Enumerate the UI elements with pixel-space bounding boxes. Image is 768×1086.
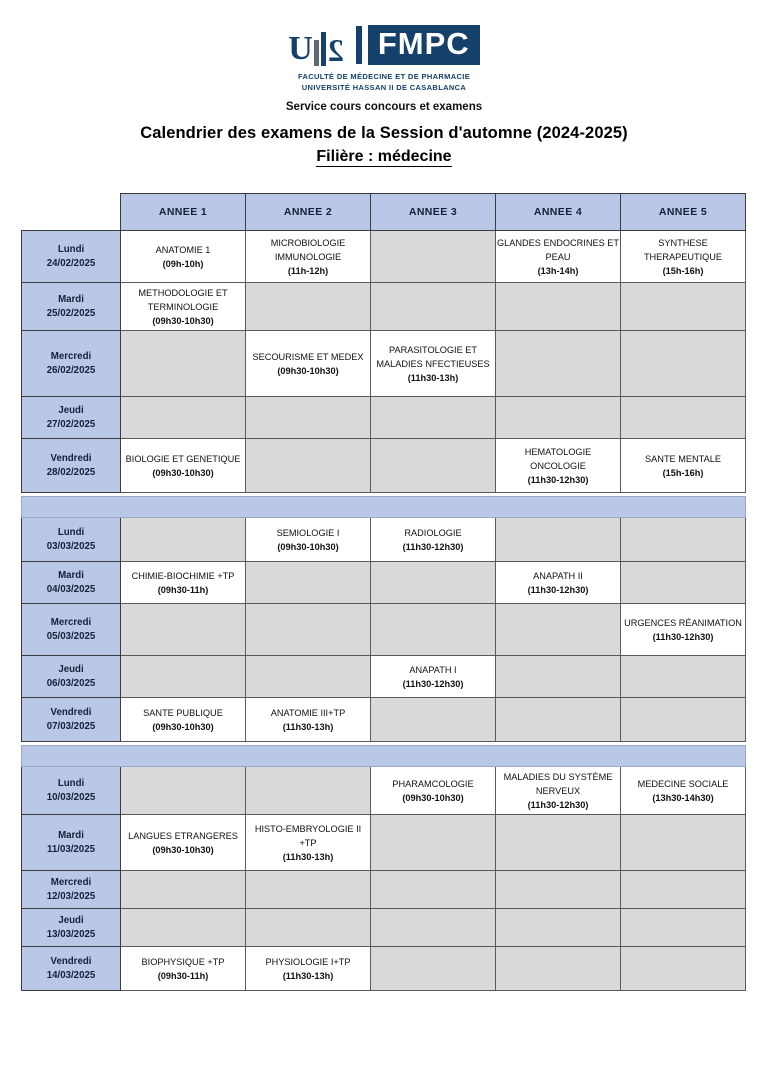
day-label-cell xyxy=(22,231,121,283)
exam-cell-empty xyxy=(371,231,496,283)
day-name: Jeudi xyxy=(58,404,84,416)
exam-time: (15h-16h) xyxy=(662,467,704,478)
exam-subject: URGENCES RÉANIMATION xyxy=(624,617,742,628)
table-row xyxy=(22,604,746,656)
day-name: Lundi xyxy=(57,526,85,538)
exam-cell-empty xyxy=(496,909,621,947)
exam-cell xyxy=(121,231,246,283)
exam-time: (09h-10h) xyxy=(162,258,204,269)
exam-cell-empty xyxy=(621,871,746,909)
day-name: Lundi xyxy=(57,777,85,789)
exam-cell-empty xyxy=(371,815,496,871)
exam-subject: METHODOLOGIE ET TERMINOLOGIE xyxy=(138,287,228,312)
day-label-cell xyxy=(22,698,121,742)
exam-subject: MEDECINE SOCIALE xyxy=(637,778,729,789)
table-row xyxy=(22,283,746,331)
corner-cell xyxy=(22,194,121,231)
day-name: Vendredi xyxy=(50,452,92,464)
exam-cell-empty xyxy=(621,331,746,397)
exam-calendar xyxy=(21,193,746,991)
exam-cell-empty xyxy=(496,656,621,698)
day-label-cell xyxy=(22,909,121,947)
exam-time: (13h30-14h30) xyxy=(652,792,714,803)
exam-cell xyxy=(121,439,246,493)
exam-cell xyxy=(121,698,246,742)
day-label-cell xyxy=(22,767,121,815)
exam-subject: PHARAMCOLOGIE xyxy=(392,778,474,789)
exam-time: (09h30-11h) xyxy=(157,584,209,595)
exam-subject: PARASITOLOGIE ET MALADIES NFECTIEUSES xyxy=(376,344,490,369)
exam-cell-empty xyxy=(621,909,746,947)
day-date: 07/03/2025 xyxy=(46,720,96,732)
exam-subject: SECOURISME ET MEDEX xyxy=(252,351,364,362)
header-row xyxy=(22,194,746,231)
exam-cell-empty xyxy=(496,518,621,562)
table-row xyxy=(22,397,746,439)
exam-cell-empty xyxy=(121,604,246,656)
page-title: Calendrier des examens de la Session d'automne (2024-2025) xyxy=(140,124,628,142)
logo-bars-icon xyxy=(314,32,326,66)
exam-time: (11h30-12h30) xyxy=(527,799,589,810)
exam-cell-empty xyxy=(496,871,621,909)
day-name: Vendredi xyxy=(50,706,92,718)
day-label-cell xyxy=(22,562,121,604)
exam-cell xyxy=(371,518,496,562)
exam-time: (11h30-13h) xyxy=(282,851,334,862)
day-name: Jeudi xyxy=(58,663,84,675)
exam-cell xyxy=(246,698,371,742)
exam-subject: SANTE PUBLIQUE xyxy=(143,707,223,718)
exam-cell xyxy=(371,331,496,397)
table-body xyxy=(22,231,746,991)
table-row xyxy=(22,562,746,604)
exam-time: (11h30-12h30) xyxy=(527,584,589,595)
day-name: Mardi xyxy=(58,293,84,305)
exam-cell-empty xyxy=(246,909,371,947)
exam-cell-empty xyxy=(121,909,246,947)
day-date: 25/02/2025 xyxy=(46,307,96,319)
table-row xyxy=(22,871,746,909)
exam-cell-empty xyxy=(621,397,746,439)
exam-cell-empty xyxy=(246,283,371,331)
exam-time: (09h30-10h30) xyxy=(152,315,214,326)
logo-divider xyxy=(356,26,362,64)
exam-subject: SYNTHESE THERAPEUTIQUE xyxy=(643,237,723,262)
exam-cell-empty xyxy=(121,656,246,698)
exam-time: (09h30-11h) xyxy=(157,970,209,981)
day-date: 03/03/2025 xyxy=(46,540,96,552)
exam-time: (15h-16h) xyxy=(662,265,704,276)
exam-cell-empty xyxy=(121,767,246,815)
exam-cell-empty xyxy=(371,604,496,656)
exam-subject: GLANDES ENDOCRINES ET PEAU xyxy=(496,237,619,262)
exam-cell xyxy=(371,767,496,815)
column-header-annee-3: ANNEE 3 xyxy=(371,194,496,231)
table-row xyxy=(22,698,746,742)
exam-cell-empty xyxy=(246,397,371,439)
day-name: Mardi xyxy=(58,829,84,841)
day-date: 04/03/2025 xyxy=(46,583,96,595)
exam-subject: BIOLOGIE ET GENETIQUE xyxy=(125,453,241,464)
day-date: 26/02/2025 xyxy=(46,364,96,376)
faculty-name-line-1: FACULTÉ DE MÉDECINE ET DE PHARMACIE xyxy=(297,72,471,81)
exam-cell-empty xyxy=(496,283,621,331)
faculty-name-line-2: UNIVERSITÉ HASSAN II DE CASABLANCA xyxy=(301,83,467,92)
exam-cell xyxy=(246,947,371,991)
exam-cell xyxy=(621,231,746,283)
exam-cell-empty xyxy=(121,397,246,439)
day-label-cell xyxy=(22,871,121,909)
exam-cell-empty xyxy=(496,397,621,439)
exam-cell xyxy=(496,439,621,493)
table-header xyxy=(22,194,746,231)
day-name: Lundi xyxy=(57,243,85,255)
exam-schedule-table xyxy=(21,193,746,991)
exam-time: (11h30-13h) xyxy=(282,721,334,732)
exam-cell-empty xyxy=(496,947,621,991)
exam-subject: BIOPHYSIQUE +TP xyxy=(141,956,225,967)
day-date: 11/03/2025 xyxy=(47,843,95,855)
exam-subject: SANTE MENTALE xyxy=(645,453,721,464)
exam-cell xyxy=(246,231,371,283)
week-separator-cell xyxy=(22,746,746,767)
brand-wordmark: FMPC xyxy=(368,25,480,65)
day-label-cell xyxy=(22,331,121,397)
exam-cell-empty xyxy=(496,815,621,871)
column-header-annee-4: ANNEE 4 xyxy=(496,194,621,231)
exam-subject: ANAPATH II xyxy=(533,570,583,581)
table-row xyxy=(22,331,746,397)
exam-cell xyxy=(371,656,496,698)
table-row xyxy=(22,656,746,698)
exam-cell-empty xyxy=(246,439,371,493)
exam-time: (13h-14h) xyxy=(537,265,579,276)
day-name: Jeudi xyxy=(58,914,84,926)
column-header-annee-1: ANNEE 1 xyxy=(121,194,246,231)
exam-time: (09h30-10h30) xyxy=(152,721,214,732)
exam-cell xyxy=(621,767,746,815)
day-date: 10/03/2025 xyxy=(46,791,96,803)
table-row xyxy=(22,815,746,871)
table-row xyxy=(22,909,746,947)
exam-subject: MICROBIOLOGIE IMMUNOLOGIE xyxy=(270,237,346,262)
day-date: 27/02/2025 xyxy=(46,418,96,430)
exam-subject: RADIOLOGIE xyxy=(404,527,462,538)
table-row xyxy=(22,767,746,815)
exam-cell-empty xyxy=(371,947,496,991)
exam-cell xyxy=(121,815,246,871)
day-label-cell xyxy=(22,283,121,331)
exam-cell xyxy=(246,518,371,562)
exam-cell-empty xyxy=(371,871,496,909)
exam-cell xyxy=(496,231,621,283)
page-subtitle-text: Filière : médecine xyxy=(316,148,452,165)
uh2-logo-icon xyxy=(288,24,350,66)
exam-subject: ANAPATH I xyxy=(409,664,457,675)
day-name: Mercredi xyxy=(50,876,92,888)
service-subtitle: Service cours concours et examens xyxy=(285,101,483,113)
exam-cell-empty xyxy=(246,767,371,815)
exam-subject: ANATOMIE III+TP xyxy=(270,707,346,718)
exam-cell-empty xyxy=(246,656,371,698)
exam-cell-empty xyxy=(621,283,746,331)
exam-cell-empty xyxy=(246,562,371,604)
exam-subject: ANATOMIE 1 xyxy=(155,244,211,255)
exam-cell-empty xyxy=(371,397,496,439)
week-separator-row xyxy=(22,746,746,767)
exam-time: (11h30-12h30) xyxy=(652,631,714,642)
exam-cell-empty xyxy=(371,283,496,331)
exam-cell-empty xyxy=(621,518,746,562)
exam-cell-empty xyxy=(121,331,246,397)
day-date: 13/03/2025 xyxy=(46,928,96,940)
exam-subject: CHIMIE-BIOCHIMIE +TP xyxy=(131,570,235,581)
exam-time: (09h30-10h30) xyxy=(277,365,339,376)
day-name: Mardi xyxy=(58,569,84,581)
exam-cell-empty xyxy=(371,909,496,947)
logo-letter-two: 2 xyxy=(327,32,344,68)
fmpc-logo xyxy=(0,22,768,68)
exam-cell xyxy=(621,604,746,656)
exam-cell xyxy=(121,562,246,604)
exam-subject: HISTO-EMBRYOLOGIE II +TP xyxy=(254,823,362,848)
exam-time: (09h30-10h30) xyxy=(152,844,214,855)
exam-cell-empty xyxy=(621,815,746,871)
exam-subject: MALADIES DU SYSTÈME NERVEUX xyxy=(503,771,613,796)
exam-cell xyxy=(246,815,371,871)
exam-time: (11h30-12h30) xyxy=(402,678,464,689)
column-header-annee-2: ANNEE 2 xyxy=(246,194,371,231)
exam-cell-empty xyxy=(121,871,246,909)
day-name: Mercredi xyxy=(50,350,92,362)
exam-subject: SEMIOLOGIE I xyxy=(276,527,340,538)
table-row xyxy=(22,231,746,283)
exam-cell-empty xyxy=(621,698,746,742)
exam-cell-empty xyxy=(496,604,621,656)
exam-time: (09h30-10h30) xyxy=(277,541,339,552)
exam-time: (11h30-12h30) xyxy=(402,541,464,552)
day-label-cell xyxy=(22,604,121,656)
exam-time: (09h30-10h30) xyxy=(152,467,214,478)
exam-cell xyxy=(246,331,371,397)
exam-cell-empty xyxy=(621,562,746,604)
exam-time: (11h-12h) xyxy=(287,265,329,276)
exam-cell-empty xyxy=(121,518,246,562)
exam-time: (09h30-10h30) xyxy=(402,792,464,803)
day-date: 05/03/2025 xyxy=(46,630,96,642)
exam-cell-empty xyxy=(496,698,621,742)
exam-cell-empty xyxy=(246,604,371,656)
week-separator-row xyxy=(22,497,746,518)
table-row xyxy=(22,439,746,493)
exam-cell xyxy=(496,767,621,815)
exam-cell-empty xyxy=(621,947,746,991)
day-label-cell xyxy=(22,518,121,562)
exam-cell-empty xyxy=(496,331,621,397)
logo-letter-u: U xyxy=(288,30,312,67)
exam-cell-empty xyxy=(246,871,371,909)
exam-cell xyxy=(621,439,746,493)
exam-cell-empty xyxy=(621,656,746,698)
exam-time: (11h30-13h) xyxy=(282,970,334,981)
exam-subject: LANGUES ETRANGERES xyxy=(128,830,238,841)
exam-time: (11h30-13h) xyxy=(407,372,459,383)
day-name: Mercredi xyxy=(50,616,92,628)
day-name: Vendredi xyxy=(50,955,92,967)
exam-cell xyxy=(496,562,621,604)
column-header-annee-5: ANNEE 5 xyxy=(621,194,746,231)
day-label-cell xyxy=(22,656,121,698)
day-label-cell xyxy=(22,439,121,493)
exam-cell-empty xyxy=(371,698,496,742)
exam-cell-empty xyxy=(371,439,496,493)
day-label-cell xyxy=(22,397,121,439)
day-date: 06/03/2025 xyxy=(46,677,96,689)
table-row xyxy=(22,518,746,562)
exam-cell-empty xyxy=(371,562,496,604)
exam-cell xyxy=(121,947,246,991)
exam-cell xyxy=(121,283,246,331)
exam-subject: PHYSIOLOGIE I+TP xyxy=(265,956,351,967)
day-date: 24/02/2025 xyxy=(46,257,96,269)
exam-time: (11h30-12h30) xyxy=(527,474,589,485)
table-row xyxy=(22,947,746,991)
day-label-cell xyxy=(22,947,121,991)
day-date: 28/02/2025 xyxy=(46,466,96,478)
page-subtitle xyxy=(0,148,768,166)
day-label-cell xyxy=(22,815,121,871)
document-header xyxy=(0,0,768,166)
week-separator-cell xyxy=(22,497,746,518)
exam-subject: HEMATOLOGIE ONCOLOGIE xyxy=(524,446,592,471)
day-date: 14/03/2025 xyxy=(46,969,96,981)
day-date: 12/03/2025 xyxy=(46,890,96,902)
